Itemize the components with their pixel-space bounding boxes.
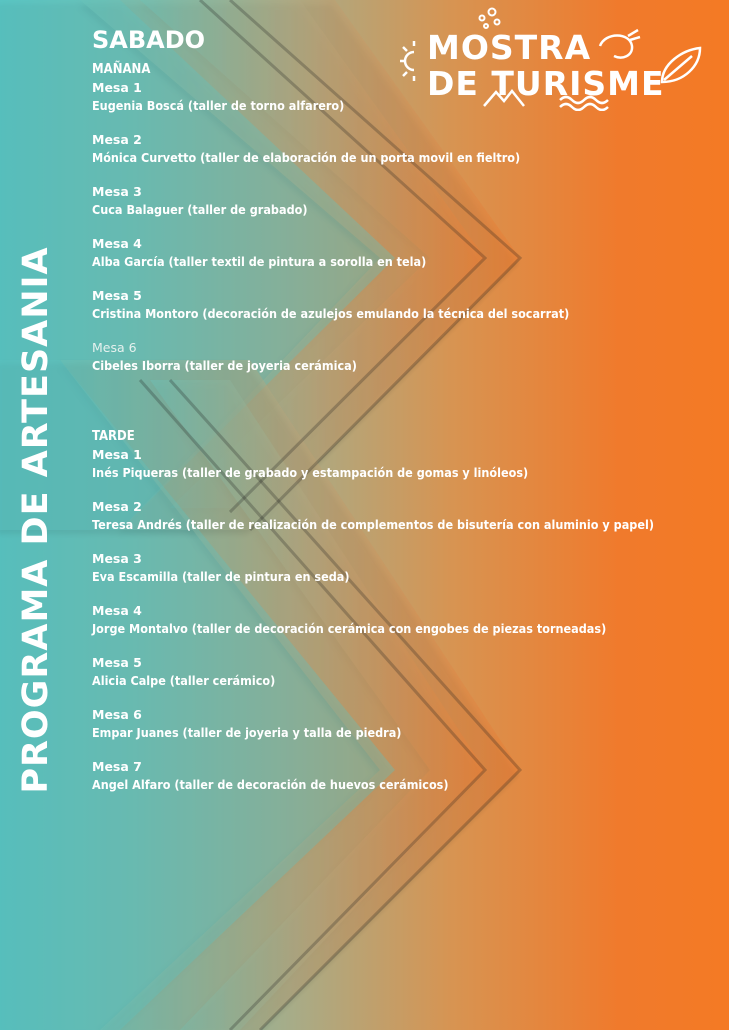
mesa-label: Mesa 3 (92, 551, 142, 566)
list-item (92, 550, 722, 585)
mesa-label: Mesa 6 (92, 707, 142, 722)
mesa-label: Mesa 2 (92, 499, 142, 514)
mesa-description: Cristina Montoro (decoración de azulejos emulando la técnica del socarrat) (92, 305, 570, 321)
mesa-description: Empar Juanes (taller de joyeria y talla de piedra) (92, 724, 402, 740)
list-item (92, 183, 722, 218)
list-item (92, 79, 722, 114)
day-heading: SABADO (92, 26, 206, 54)
mesa-description: Cibeles Iborra (taller de joyeria cerámica) (92, 357, 357, 373)
logo-line-1: MOSTRA (427, 28, 592, 67)
mesa-description: Eugenia Boscá (taller de torno alfarero) (92, 97, 345, 113)
morning-label: MAÑANA (92, 62, 151, 77)
mesa-description: Jorge Montalvo (taller de decoración cerámica con engobes de piezas torneadas) (92, 620, 607, 636)
mesa-description: Inés Piqueras (taller de grabado y estampación de gomas y linóleos) (92, 464, 529, 480)
afternoon-label: TARDE (92, 429, 135, 444)
list-item (92, 654, 722, 689)
list-item (92, 339, 722, 374)
mesa-label: Mesa 4 (92, 603, 142, 618)
mesa-description: Eva Escamilla (taller de pintura en seda) (92, 568, 350, 584)
mesa-description: Mónica Curvetto (taller de elaboración de un porta movil en fieltro) (92, 149, 521, 165)
mesa-description: Alba García (taller textil de pintura a sorolla en tela) (92, 253, 427, 269)
list-item (92, 235, 722, 270)
mesa-label: Mesa 6 (92, 340, 137, 355)
mesa-label: Mesa 4 (92, 236, 142, 251)
section-spacer (92, 391, 722, 428)
mesa-description: Cuca Balaguer (taller de grabado) (92, 201, 308, 217)
vertical-title: PROGRAMA DE ARTESANIA (16, 246, 56, 794)
logo-line-2: DE TURISME (427, 64, 665, 103)
mesa-description: Alicia Calpe (taller cerámico) (92, 672, 276, 688)
mesa-label: Mesa 1 (92, 80, 142, 95)
mesa-label: Mesa 1 (92, 447, 142, 462)
list-item (92, 446, 722, 481)
list-item (92, 706, 722, 741)
list-item (92, 131, 722, 166)
list-item (92, 758, 722, 793)
list-item (92, 602, 722, 637)
mesa-label: Mesa 2 (92, 132, 142, 147)
list-item (92, 498, 722, 533)
mesa-label: Mesa 5 (92, 655, 142, 670)
list-item (92, 287, 722, 322)
mesa-label: Mesa 3 (92, 184, 142, 199)
mesa-description: Angel Alfaro (taller de decoración de huevos cerámicos) (92, 776, 449, 792)
afternoon-list (92, 446, 722, 793)
mesa-description: Teresa Andrés (taller de realización de complementos de bisutería con aluminio y papel) (92, 516, 654, 532)
morning-list (92, 79, 722, 374)
mesa-label: Mesa 5 (92, 288, 142, 303)
mesa-label: Mesa 7 (92, 759, 142, 774)
program-content (92, 25, 722, 810)
